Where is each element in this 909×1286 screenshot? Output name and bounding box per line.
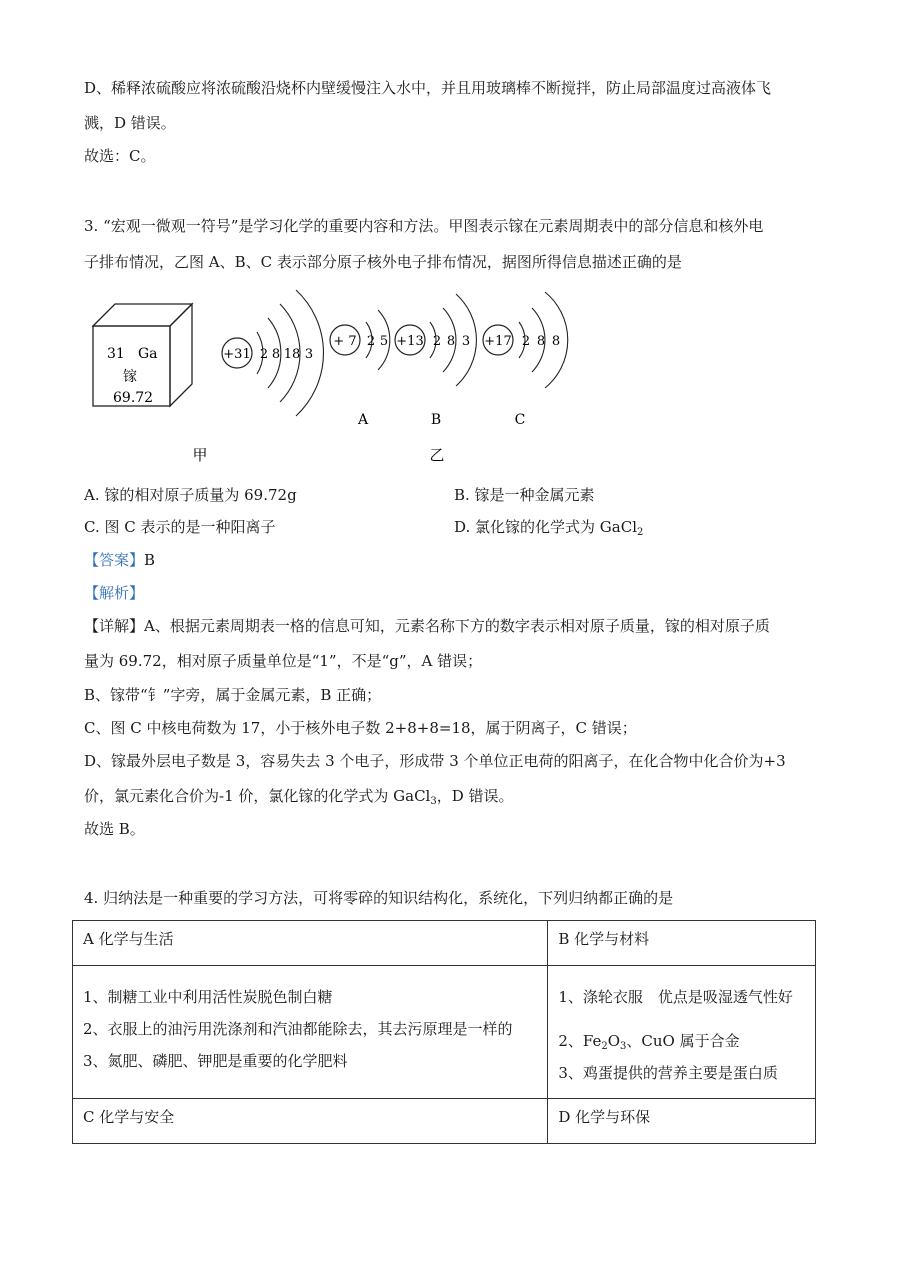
- q3-stem-line1: 3. “宏观一微观一符号”是学习化学的重要内容和方法。甲图表示镓在元素周期表中的部分信息和核外电: [84, 217, 764, 235]
- cell-a-body: [73, 966, 548, 1099]
- q2-option-d-line2: 溅，D 错误。: [84, 114, 176, 132]
- q2-choice: 故选：C。: [84, 147, 156, 165]
- atomic-number: 31: [107, 346, 125, 362]
- element-symbol: Ga: [138, 346, 158, 362]
- detail-line1: 【详解】A、根据元素周期表一格的信息可知，元素名称下方的数字表示相对原子质量，镓的相对原子质: [84, 617, 770, 635]
- cell-a-header: A 化学与生活: [73, 921, 548, 966]
- atomic-mass: 69.72: [113, 390, 154, 406]
- q4-stem: 4. 归纳法是一种重要的学习方法，可将零碎的知识结构化，系统化，下列归纳都正确的是: [84, 889, 674, 907]
- atom-a-shell-1: 2: [366, 334, 376, 349]
- cell-c-header: C 化学与安全: [73, 1099, 548, 1144]
- atom-b-nucleus: +13: [396, 334, 424, 349]
- cell-b-body: [548, 966, 816, 1099]
- q2-option-d-line1: D、稀释浓硫酸应将浓硫酸沿烧杯内壁缓慢注入水中，并且用玻璃棒不断搅拌，防止局部温度过高液体飞: [84, 79, 772, 97]
- q3-choice: 故选 B。: [84, 820, 145, 838]
- cell-b-header: B 化学与材料: [548, 921, 816, 966]
- ga-shell-2: 8: [271, 347, 281, 362]
- q3-answer: 【答案】B: [84, 551, 156, 569]
- q3-option-a: A. 镓的相对原子质量为 69.72g: [84, 486, 297, 504]
- ga-atom-diagram: [222, 290, 323, 416]
- caption-jia: 甲: [192, 446, 208, 464]
- caption-yi: 乙: [429, 446, 445, 464]
- q4-table: [72, 920, 816, 1144]
- q3-option-c: C. 图 C 表示的是一种阳离子: [84, 518, 276, 536]
- detail-b-line: B、镓带“钅”字旁，属于金属元素，B 正确；: [84, 686, 382, 704]
- ga-shell-3: 18: [283, 347, 301, 362]
- b-item-3: 3、鸡蛋提供的营养主要是蛋白质: [558, 1064, 778, 1082]
- b-item-1: 1、涤轮衣服 优点是吸湿透气性好: [558, 988, 793, 1006]
- detail-line2: 量为 69.72，相对原子质量单位是“1”，不是“g”，A 错误；: [84, 652, 483, 670]
- atom-c-nucleus: +17: [484, 334, 512, 349]
- atom-c-shell-3: 8: [551, 334, 561, 349]
- atom-b-shell-2: 8: [446, 334, 456, 349]
- label-b: B: [430, 412, 442, 428]
- ga-shell-4: 3: [304, 347, 314, 362]
- analysis-tag: 【解析】: [84, 584, 145, 602]
- atom-b-shell-1: 2: [432, 334, 442, 349]
- label-c: C: [514, 412, 526, 428]
- a-item-3: 3、氮肥、磷肥、钾肥是重要的化学肥料: [83, 1052, 348, 1070]
- detail-d-line1: D、镓最外层电子数是 3，容易失去 3 个电子，形成带 3 个单位正电荷的阳离子，在化合物中化合价为+3: [84, 752, 786, 770]
- q3-option-d: D. 氯化镓的化学式为 GaCl$_2$: [454, 518, 644, 538]
- a-item-1: 1、制糖工业中利用活性炭脱色制白糖: [83, 988, 333, 1006]
- atomic-structure-figure: [0, 0, 909, 480]
- a-item-2: 2、衣服上的油污用洗涤剂和汽油都能除去，其去污原理是一样的: [83, 1020, 513, 1038]
- atom-a-diagram: [330, 310, 390, 370]
- q3-stem-line2: 子排布情况，乙图 A、B、C 表示部分原子核外电子排布情况，据图所得信息描述正确的是: [84, 253, 682, 271]
- answer-tag: 【答案】: [84, 551, 145, 569]
- detail-c-line: C、图 C 中核电荷数为 17，小于核外电子数 2+8+8=18，属于阴离子，C 错误；: [84, 719, 637, 737]
- b-item-2: 2、$Fe_2O_3$、CuO 属于合金: [558, 1032, 740, 1052]
- atom-c-diagram: [483, 292, 568, 388]
- atom-c-shell-2: 8: [536, 334, 546, 349]
- atom-a-shell-2: 5: [379, 334, 389, 349]
- q3-option-b: B. 镓是一种金属元素: [454, 486, 595, 504]
- atom-b-diagram: [395, 294, 476, 386]
- element-name: 镓: [123, 369, 137, 385]
- detail-d-line2: 价，氯元素化合价为-1 价，氯化镓的化学式为 GaCl$_3$，D 错误。: [84, 787, 514, 807]
- cell-d-header: D 化学与环保: [548, 1099, 816, 1144]
- atom-c-shell-1: 2: [521, 334, 531, 349]
- atom-b-shell-3: 3: [461, 334, 471, 349]
- ga-nucleus: +31: [223, 347, 251, 362]
- atom-a-nucleus: + 7: [333, 334, 357, 349]
- ga-shell-1: 2: [259, 347, 269, 362]
- label-a: A: [357, 412, 369, 428]
